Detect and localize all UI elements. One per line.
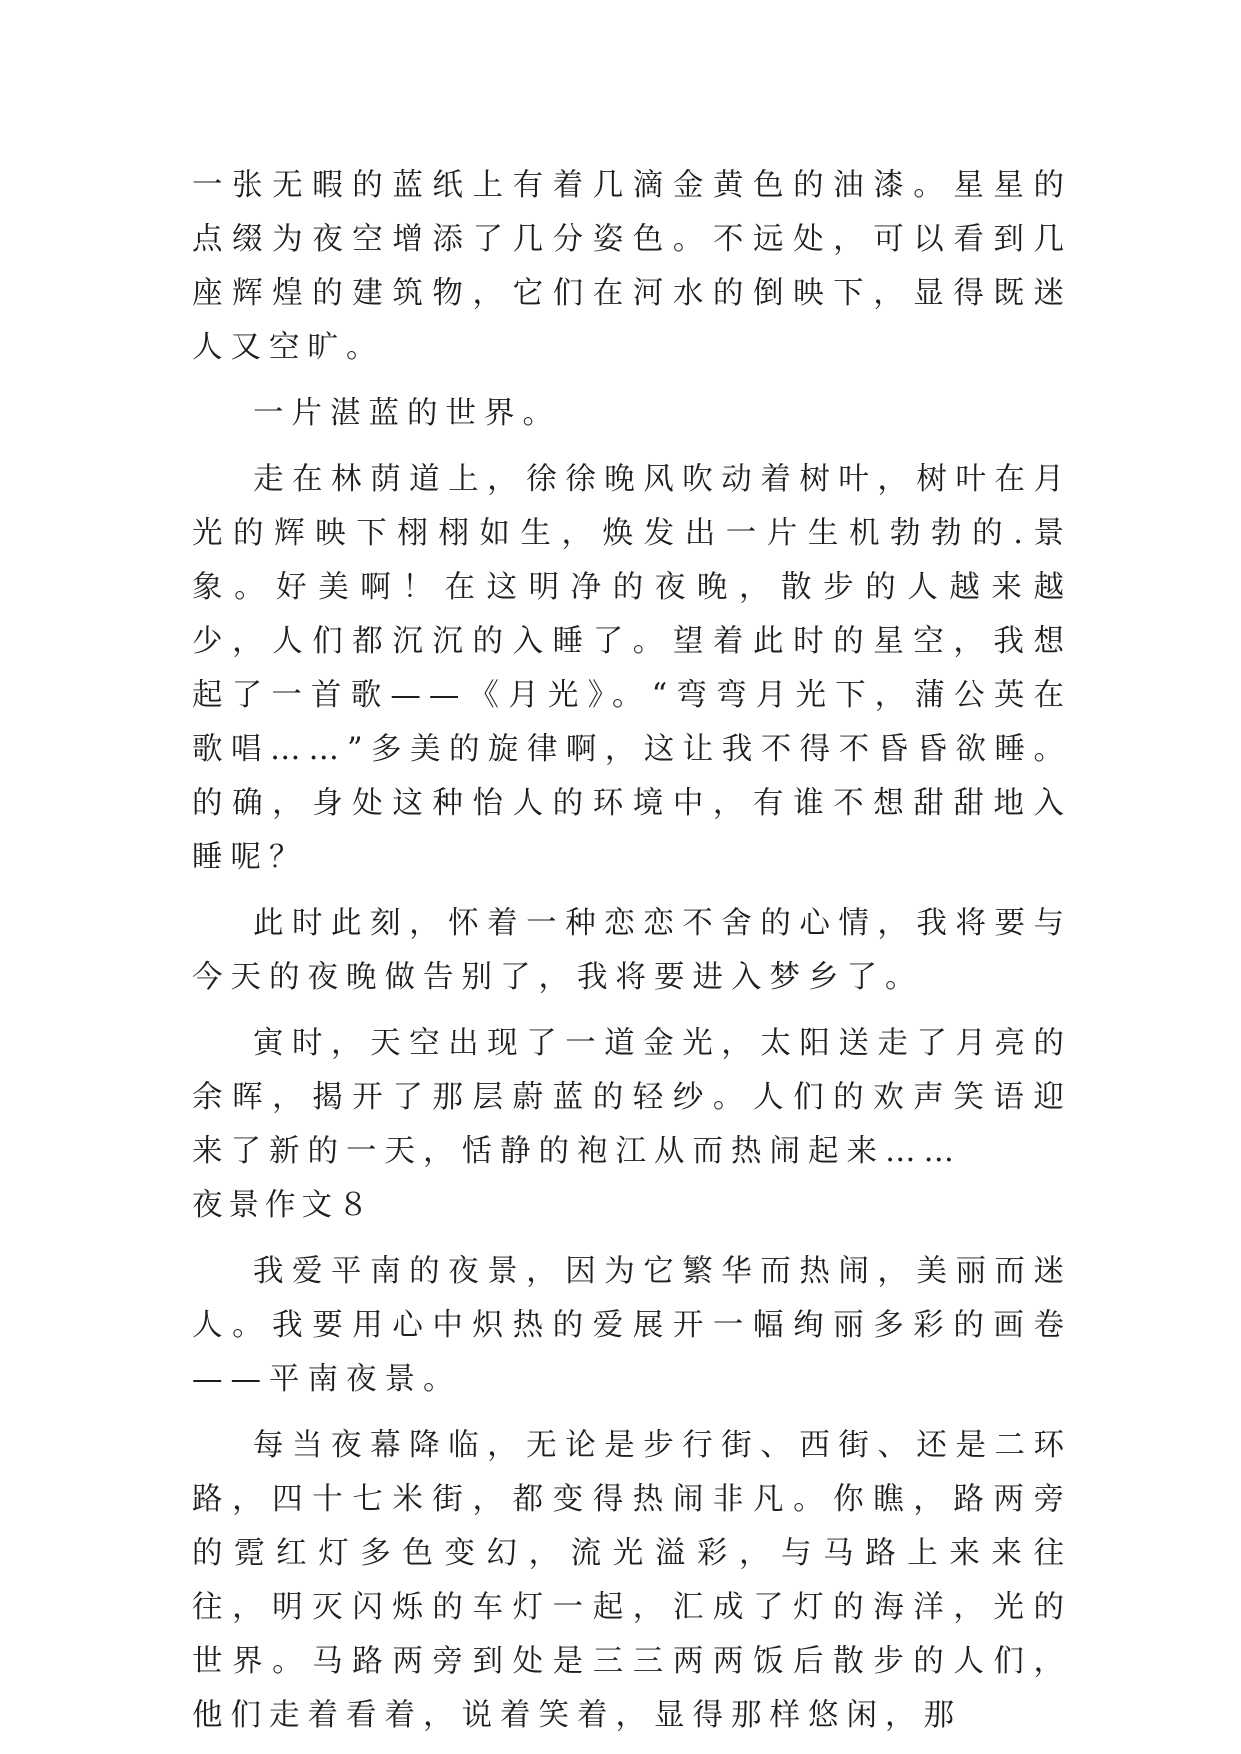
body-text [192,159,1072,1743]
paragraph-continued: 一张无暇的蓝纸上有着几滴金黄色的油漆。星星的点缀为夜空增添了几分姿色。不远处，可以看到几座辉煌的建筑物，它们在河水的倒映下，显得既迷人又空旷。 [192,168,1072,365]
paragraph: 此时此刻，怀着一种恋恋不舍的心情，我将要与今天的夜晚做告别了，我将要进入梦乡了。 [192,906,1072,995]
paragraph: 每当夜幕降临，无论是步行街、西街、还是二环路，四十七米街，都变得热闹非凡。你瞧，路两旁的霓红灯多色变幻，流光溢彩，与马路上来来往往，明灭闪烁的车灯一起，汇成了灯的海洋，光的世界。马路两旁到处是三三两两饭后散步的人们，他们走着看着，说着笑着，显得那样悠闲，那 [192,1428,1072,1733]
paragraph: 走在林荫道上，徐徐晚风吹动着树叶，树叶在月光的辉映下栩栩如生，焕发出一片生机勃勃的.景象。好美啊！在这明净的夜晚，散步的人越来越少，人们都沉沉的入睡了。望着此时的星空，我想起了一首歌——《月光》。“弯弯月光下，蒲公英在歌唱……”多美的旋律啊，这让我不得不昏昏欲睡。的确，身处这种怡人的环境中，有谁不想甜甜地入睡呢？ [192,462,1072,875]
paragraph: 寅时，天空出现了一道金光，太阳送走了月亮的余晖，揭开了那层蔚蓝的轻纱。人们的欢声笑语迎来了新的一天，恬静的袍江从而热闹起来…… [192,1026,1072,1169]
paragraph: 一片湛蓝的世界。 [253,396,561,431]
paragraph: 我爱平南的夜景，因为它繁华而热闹，美丽而迷人。我要用心中炽热的爱展开一幅绚丽多彩的画卷——平南夜景。 [192,1254,1072,1397]
section-heading: 夜景作文８ [192,1188,375,1223]
